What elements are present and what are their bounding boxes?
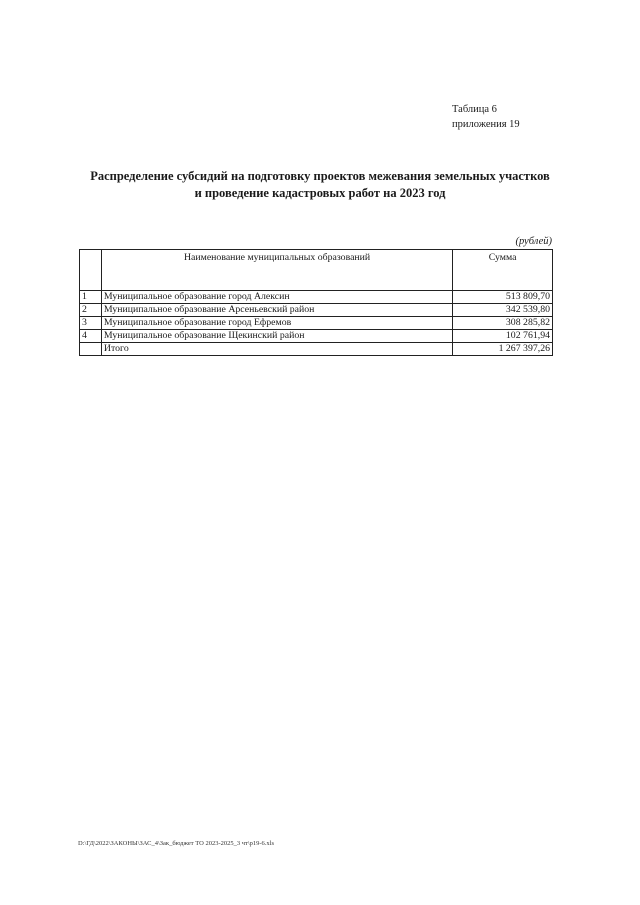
row-name: Муниципальное образование город Ефремов xyxy=(101,317,452,330)
row-sum: 342 539,80 xyxy=(453,304,553,317)
title-line-1: Распределение субсидий на подготовку проектов межевания земельных участков xyxy=(90,169,550,183)
total-num xyxy=(80,343,102,356)
row-sum: 308 285,82 xyxy=(453,317,553,330)
table-number: Таблица 6 xyxy=(452,104,497,115)
row-sum: 102 761,94 xyxy=(453,330,553,343)
row-num: 2 xyxy=(80,304,102,317)
title-line-2: и проведение кадастровых работ на 2023 год xyxy=(194,186,446,200)
header-num xyxy=(80,250,102,291)
row-sum: 513 809,70 xyxy=(453,291,553,304)
total-sum: 1 267 397,26 xyxy=(453,343,553,356)
table-header-row xyxy=(80,250,553,291)
unit-label: (рублей) xyxy=(515,236,552,247)
row-name: Муниципальное образование Арсеньевский район xyxy=(101,304,452,317)
header-name: Наименование муниципальных образований xyxy=(101,250,452,291)
footer-file-path: D:\ГД\2022\ЗАКОНЫ\ЗАС_4\Зак_бюджет ТО 2023-2025_3 чт\р19-6.xls xyxy=(78,840,275,847)
table-row xyxy=(80,317,553,330)
table-row xyxy=(80,304,553,317)
row-num: 1 xyxy=(80,291,102,304)
row-num: 4 xyxy=(80,330,102,343)
total-label: Итого xyxy=(101,343,452,356)
row-name: Муниципальное образование город Алексин xyxy=(101,291,452,304)
table-reference xyxy=(452,102,520,132)
table-row xyxy=(80,330,553,343)
total-row xyxy=(80,343,553,356)
appendix-number: приложения 19 xyxy=(452,119,520,130)
row-num: 3 xyxy=(80,317,102,330)
header-sum: Сумма xyxy=(453,250,553,291)
subsidy-table xyxy=(79,249,553,356)
row-name: Муниципальное образование Щекинский район xyxy=(101,330,452,343)
table-row xyxy=(80,291,553,304)
document-title xyxy=(60,168,580,202)
